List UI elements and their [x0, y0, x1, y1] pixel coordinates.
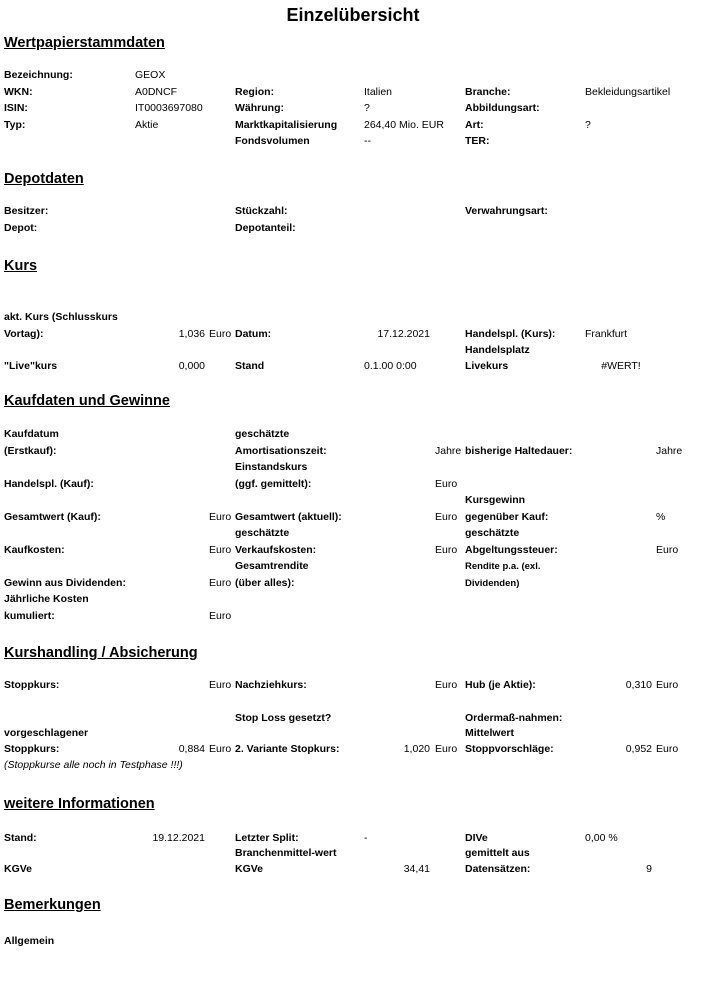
field-label: akt. Kurs (Schlusskurs [4, 311, 118, 323]
field-label: Nachziehkurs: [235, 679, 307, 691]
unit-label: Euro [435, 679, 458, 691]
unit-label: Euro [435, 743, 458, 755]
field-value: ? [364, 102, 370, 114]
field-label: Stand: [4, 832, 37, 844]
field-value: - [364, 832, 368, 844]
unit-label: Jahre [435, 445, 462, 457]
field-value: #WERT! [601, 360, 641, 372]
unit-label: Euro [656, 679, 679, 691]
field-label: (Erstkauf): [4, 445, 57, 457]
field-label: Amortisationszeit: [235, 445, 327, 457]
field-value: 0,00 % [585, 832, 618, 844]
field-value: ? [585, 119, 591, 131]
field-label: (über alles): [235, 577, 295, 589]
field-value: Frankfurt [585, 328, 628, 340]
field-label: gemittelt aus [465, 847, 530, 859]
field-label: kumuliert: [4, 610, 55, 622]
field-label: Kaufdatum [4, 428, 59, 440]
field-label: (ggf. gemittelt): [235, 478, 312, 490]
field-value: 0.1.00 0:00 [364, 360, 417, 372]
field-value: 17.12.2021 [377, 328, 430, 340]
field-label: Kaufkosten: [4, 544, 65, 556]
field-label: Typ: [4, 119, 26, 131]
field-label: Branche: [465, 86, 511, 98]
field-label: Datensätzen: [465, 863, 531, 875]
unit-label: % [656, 511, 666, 523]
field-value: 9 [646, 863, 652, 875]
field-label: geschätzte [465, 527, 520, 539]
field-value: 1,020 [403, 743, 430, 755]
field-label: WKN: [4, 86, 33, 98]
field-label: Fondsvolumen [235, 135, 310, 147]
field-label: KGVe [4, 863, 33, 875]
unit-label: Euro [209, 328, 232, 340]
field-label: Mittelwert [465, 727, 515, 739]
field-label: Besitzer: [4, 205, 49, 217]
field-label: ISIN: [4, 102, 28, 114]
field-label: Marktkapitalisierung [235, 119, 338, 131]
section-heading-depotdaten: Depotdaten [4, 171, 84, 187]
field-label: Letzter Split: [235, 832, 299, 844]
section-heading-kaufdaten-und-gewinne: Kaufdaten und Gewinne [4, 393, 170, 409]
field-label: Depot: [4, 222, 38, 234]
note-text: (Stoppkurse alle noch in Testphase !!!) [4, 759, 183, 771]
field-value: Aktie [135, 119, 159, 131]
field-label: Stückzahl: [235, 205, 288, 217]
field-label: Gewinn aus Dividenden: [4, 577, 126, 589]
field-label: Handelspl. (Kurs): [465, 328, 556, 340]
page-title: Einzelübersicht [286, 5, 420, 25]
unit-label: Jahre [656, 445, 683, 457]
field-value: IT0003697080 [135, 102, 203, 114]
unit-label: Euro [656, 544, 679, 556]
field-value: 0,310 [625, 679, 652, 691]
section-heading-bemerkungen: Bemerkungen [4, 897, 101, 913]
unit-label: Euro [435, 511, 458, 523]
field-value: A0DNCF [135, 86, 178, 98]
field-label: Allgemein [4, 935, 55, 947]
section-heading-kurshandling-absicherung: Kurshandling / Absicherung [4, 645, 198, 661]
field-label: 2. Variante Stopkurs: [235, 743, 340, 755]
field-label: Jährliche Kosten [4, 593, 89, 605]
field-label: Verwahrungsart: [465, 205, 548, 217]
unit-label: Euro [435, 478, 458, 490]
field-label: gegenüber Kauf: [465, 511, 549, 523]
unit-label: Euro [209, 577, 232, 589]
field-label: Gesamtrendite [235, 560, 309, 572]
field-label: Rendite p.a. (exl. [465, 561, 541, 572]
field-value: 0,952 [625, 743, 652, 755]
section-heading-weitere-informationen: weitere Informationen [4, 796, 155, 812]
field-value: 0,000 [178, 360, 205, 372]
unit-label: Euro [656, 743, 679, 755]
field-value: 264,40 Mio. EUR [364, 119, 444, 131]
field-value: 19.12.2021 [152, 832, 205, 844]
field-label: Datum: [235, 328, 272, 340]
unit-label: Euro [209, 610, 232, 622]
field-label: Hub (je Aktie): [465, 679, 536, 691]
field-label: Stand [235, 360, 265, 372]
field-label: Handelspl. (Kauf): [4, 478, 94, 490]
field-label: bisherige Haltedauer: [465, 445, 573, 457]
section-heading-kurs: Kurs [4, 258, 38, 274]
field-label: Dividenden) [465, 578, 520, 589]
field-label: Abbildungsart: [465, 102, 540, 114]
field-label: Art: [465, 119, 484, 131]
field-value: 0,884 [178, 743, 205, 755]
field-value: Bekleidungsartikel [585, 86, 671, 98]
field-label: Abgeltungssteuer: [465, 544, 558, 556]
field-label: Kursgewinn [465, 494, 526, 506]
unit-label: Euro [209, 743, 232, 755]
field-label: Stoppkurs: [4, 743, 60, 755]
field-label: Region: [235, 86, 275, 98]
field-label: Vortag): [4, 328, 44, 340]
field-label: Verkaufskosten: [235, 544, 317, 556]
field-value: Italien [364, 86, 393, 98]
field-label: Währung: [235, 102, 284, 114]
field-value: 34,41 [403, 863, 430, 875]
field-label: Stop Loss gesetzt? [235, 712, 332, 724]
field-label: Einstandskurs [235, 461, 308, 473]
unit-label: Euro [209, 511, 232, 523]
field-label: Livekurs [465, 360, 509, 372]
field-label: KGVe [235, 863, 264, 875]
field-label: Stoppkurs: [4, 679, 60, 691]
field-label: Depotanteil: [235, 222, 296, 234]
unit-label: Euro [209, 679, 232, 691]
field-label: geschätzte [235, 527, 290, 539]
field-label: Gesamtwert (Kauf): [4, 511, 101, 523]
field-value: GEOX [135, 69, 166, 81]
field-label: Branchenmittel-wert [235, 847, 337, 859]
field-label: Bezeichnung: [4, 69, 73, 81]
field-label: geschätzte [235, 428, 290, 440]
field-value: -- [364, 135, 371, 147]
field-label: vorgeschlagener [4, 727, 89, 739]
section-heading-wertpapierstammdaten: Wertpapierstammdaten [4, 35, 165, 51]
field-label: Gesamtwert (aktuell): [235, 511, 342, 523]
field-label: Handelsplatz [465, 344, 530, 356]
unit-label: Euro [435, 544, 458, 556]
field-value: 1,036 [178, 328, 205, 340]
field-label: "Live"kurs [4, 360, 58, 372]
field-label: Stoppvorschläge: [465, 743, 554, 755]
field-label: TER: [465, 135, 490, 147]
field-label: DIVe [465, 832, 488, 844]
unit-label: Euro [209, 544, 232, 556]
field-label: Ordermaß-nahmen: [465, 712, 563, 724]
